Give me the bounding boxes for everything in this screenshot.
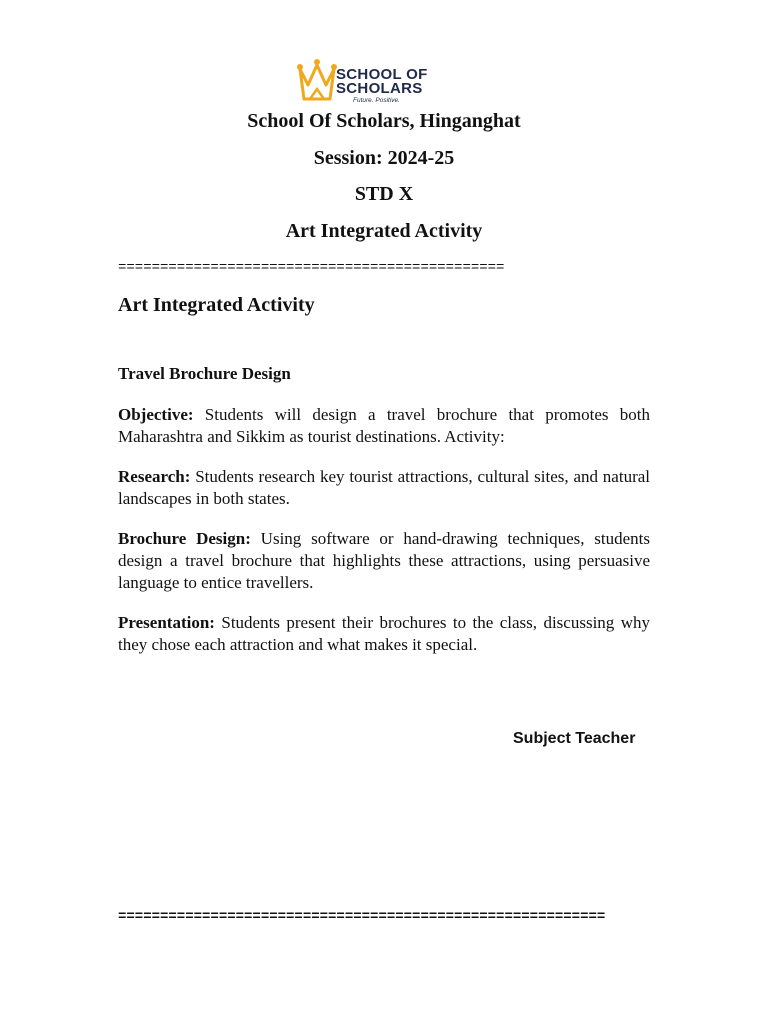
objective-text: Students will design a travel brochure that promotes both Maharashtra and Sikkim as tourist destinations. Activity: [118, 405, 650, 446]
section-title: Art Integrated Activity [118, 294, 315, 316]
crown-icon [296, 55, 338, 107]
school-name: School Of Scholars, Hinganghat [247, 110, 521, 132]
presentation-text: Students present their brochures to the class, discussing why they chose each attraction and what makes it special. [118, 613, 650, 654]
session-label: Session: 2024-25 [313, 147, 455, 169]
logo-text-line2: SCHOLARS [336, 80, 423, 97]
divider-bottom: ========================================================== [118, 909, 606, 925]
divider-top: ============================================== [118, 260, 505, 276]
research-text: Students research key tourist attractions, cultural sites, and natural landscapes in both states. [118, 467, 650, 508]
brochure-design-paragraph [118, 528, 650, 594]
brochure-design-label: Brochure Design: [118, 529, 251, 548]
objective-paragraph [118, 404, 650, 448]
brochure-design-text: Using software or hand-drawing techniques, students design a travel brochure that highlights these attractions, using persuasive language to entice travellers. [118, 529, 651, 592]
research-paragraph [118, 466, 650, 510]
logo-text-line1: SCHOOL OF [336, 66, 428, 83]
school-logo [296, 55, 436, 107]
logo-tagline: Future. Positive. [353, 97, 400, 104]
class-label: STD X [354, 183, 414, 205]
signature-label: Subject Teacher [513, 730, 636, 747]
presentation-label: Presentation: [118, 613, 215, 632]
presentation-paragraph [118, 612, 650, 656]
activity-subtitle: Travel Brochure Design [118, 364, 291, 383]
objective-label: Objective: [118, 405, 194, 424]
research-label: Research: [118, 467, 191, 486]
document-title: Art Integrated Activity [285, 220, 483, 242]
